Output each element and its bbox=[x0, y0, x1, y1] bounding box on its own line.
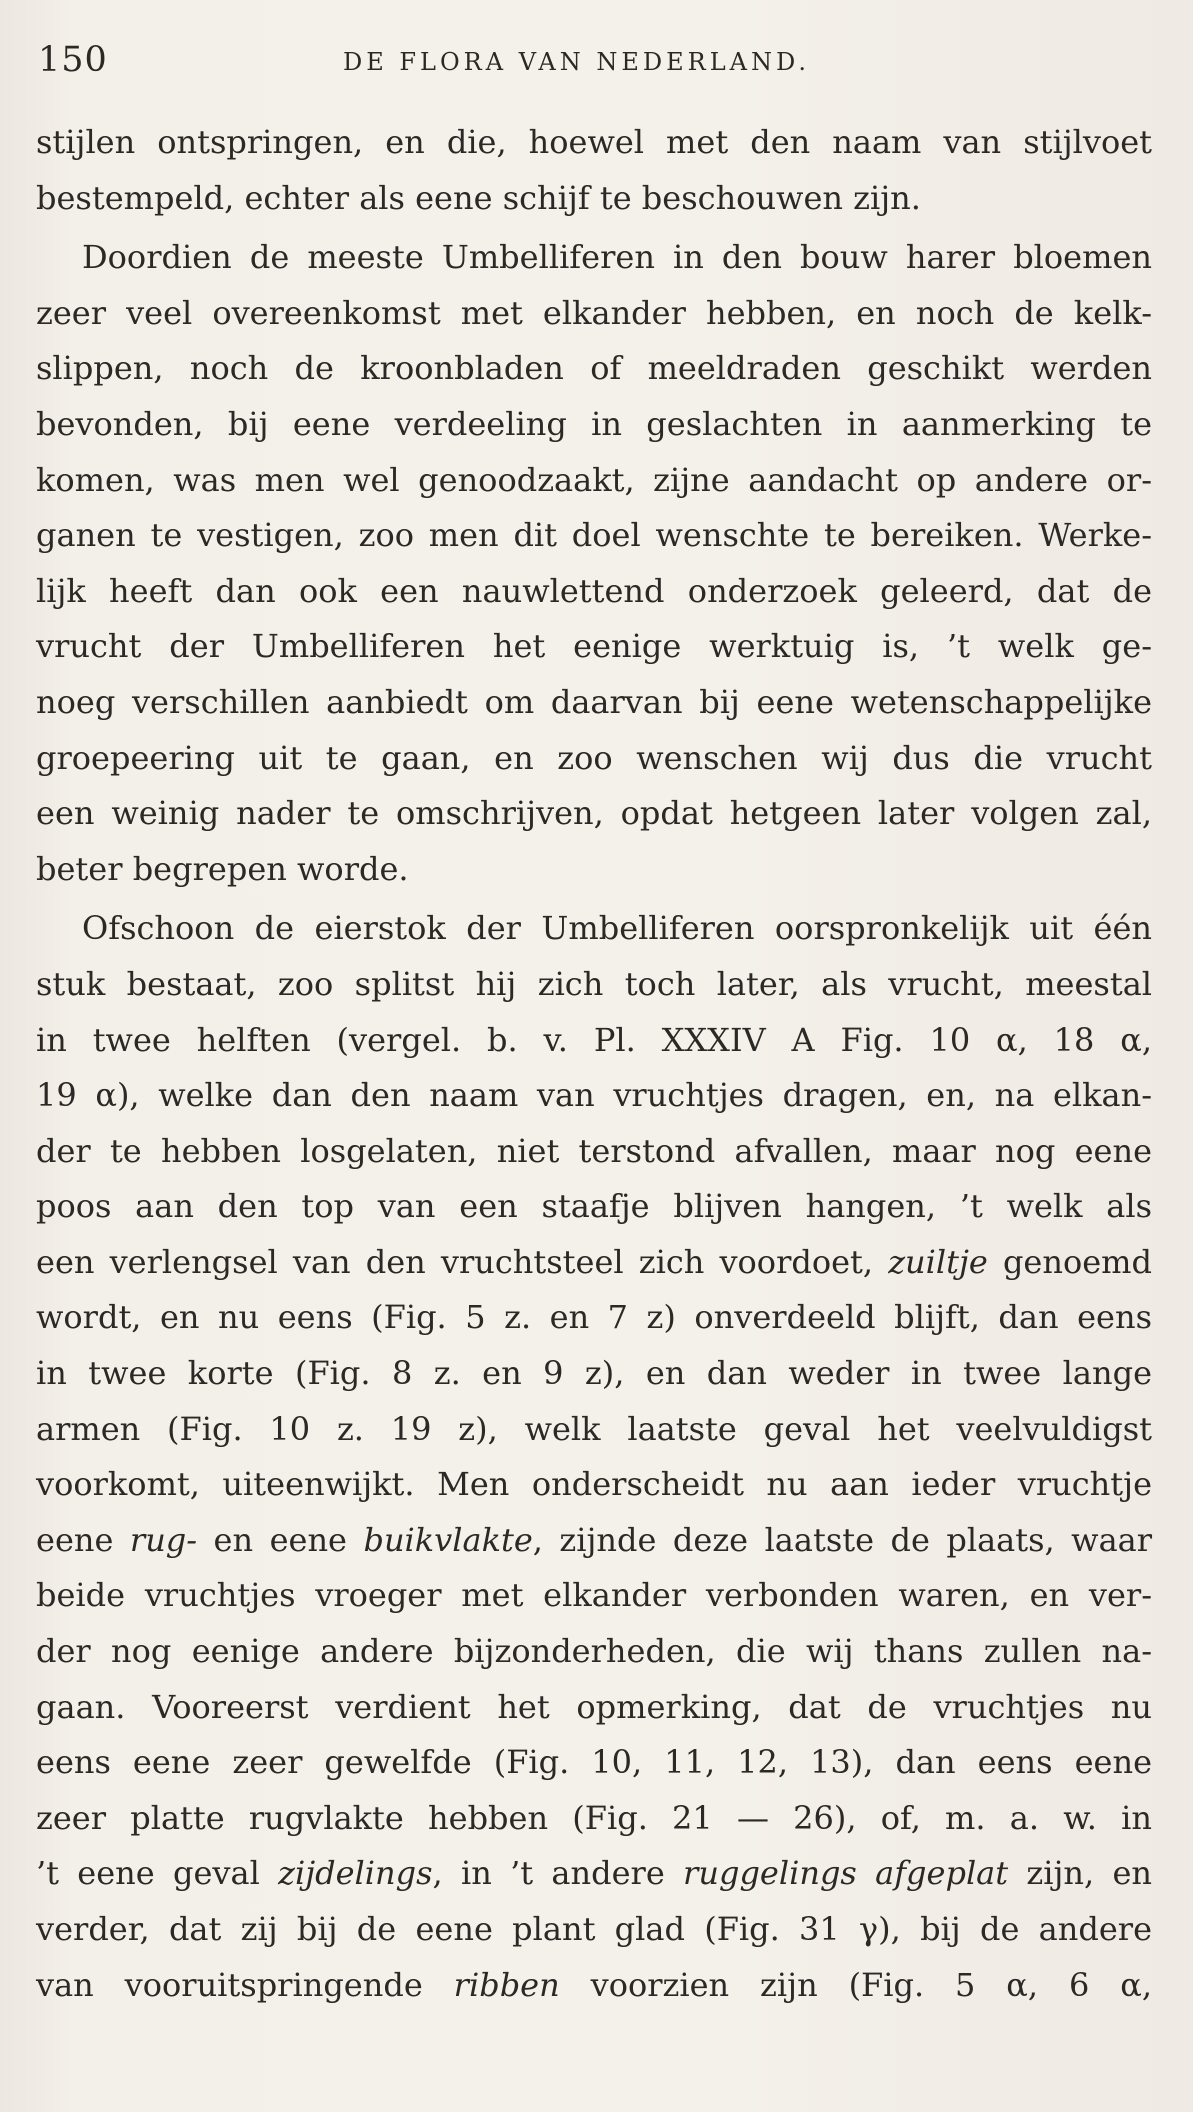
text-line: beide vruchtjes vroeger met elkander verbonden waren, en ver- bbox=[36, 1576, 1152, 1615]
text-line: beter begrepen worde. bbox=[36, 849, 409, 888]
text-line: eens eene zeer gewelfde (Fig. 10, 11, 12, 13), dan eens eene bbox=[36, 1743, 1152, 1782]
page-header bbox=[38, 38, 1158, 88]
italic-term: buikvlakte bbox=[363, 1520, 533, 1559]
text-line: stijlen ontspringen, en die, hoewel met den naam van stijlvoet bbox=[36, 123, 1152, 161]
text-segment: een verlengsel van den vruchtsteel zich voordoet, bbox=[36, 1242, 889, 1281]
italic-term: ruggelings afgeplat bbox=[683, 1854, 1009, 1893]
text-line: voorkomt, uiteenwijkt. Men onderscheidt nu aan ieder vruchtje bbox=[36, 1465, 1152, 1504]
text-line: bestempeld, echter als eene schijf te beschouwen zijn. bbox=[36, 178, 921, 217]
text-segment: van vooruitspringende bbox=[36, 1965, 454, 2004]
text-line bbox=[36, 1235, 1152, 1291]
text-line: wordt, en nu eens (Fig. 5 z. en 7 z) onverdeeld blijft, dan eens bbox=[36, 1298, 1152, 1337]
text-line bbox=[36, 1958, 1152, 2014]
text-line: verder, dat zij bij de eene plant glad (Fig. 31 γ), bij de andere bbox=[36, 1910, 1152, 1948]
text-line: stuk bestaat, zoo splitst hij zich toch later, als vrucht, meestal bbox=[36, 964, 1152, 1003]
text-line: groepeering uit te gaan, en zoo wenschen wij dus die vrucht bbox=[36, 738, 1152, 777]
italic-term: zijdelings bbox=[278, 1854, 433, 1893]
text-line: noeg verschillen aanbiedt om daarvan bij eene wetenschappelijke bbox=[36, 682, 1152, 721]
text-line: lijk heeft dan ook een nauwlettend onderzoek geleerd, dat de bbox=[36, 571, 1152, 610]
text-line: der nog eenige andere bijzonderheden, die wij thans zullen na- bbox=[36, 1632, 1152, 1671]
text-line: poos aan den top van een staafje blijven hangen, ’t welk als bbox=[36, 1187, 1152, 1226]
text-line: in twee korte (Fig. 8 z. en 9 z), en dan weder in twee lange bbox=[36, 1354, 1152, 1393]
text-line: slippen, noch de kroonbladen of meeldraden geschikt werden bbox=[36, 349, 1152, 388]
text-line bbox=[36, 1513, 1152, 1569]
text-segment: genoemd bbox=[987, 1242, 1153, 1281]
text-segment: , in ’t andere bbox=[432, 1854, 684, 1893]
text-line: ganen te vestigen, zoo men dit doel wenschte te bereiken. Werke- bbox=[36, 516, 1152, 555]
text-line: Doordien de meeste Umbelliferen in den bouw harer bloemen bbox=[82, 238, 1152, 277]
text-line: Ofschoon de eierstok der Umbelliferen oorspronkelijk uit één bbox=[82, 909, 1152, 948]
text-line: vrucht der Umbelliferen het eenige werktuig is, ’t welk ge- bbox=[36, 627, 1152, 666]
text-line: der te hebben losgelaten, niet terstond afvallen, maar nog eene bbox=[36, 1131, 1152, 1170]
text-segment: , zijnde deze laatste de plaats, waar bbox=[532, 1520, 1153, 1559]
text-segment: en eene bbox=[197, 1520, 364, 1559]
italic-term: rug- bbox=[129, 1520, 198, 1559]
text-line: een weinig nader te omschrijven, opdat hetgeen later volgen zal, bbox=[36, 794, 1152, 833]
text-line: komen, was men wel genoodzaakt, zijne aandacht op andere or- bbox=[36, 460, 1152, 499]
text-segment: ’t eene geval bbox=[36, 1854, 279, 1893]
body-text bbox=[36, 115, 1152, 2013]
paragraph bbox=[36, 115, 1152, 226]
text-line: zeer platte rugvlakte hebben (Fig. 21 — 26), of, m. a. w. in bbox=[36, 1798, 1152, 1837]
text-line: in twee helften (vergel. b. v. Pl. XXXIV A Fig. 10 α, 18 α, bbox=[36, 1020, 1152, 1059]
text-segment: eene bbox=[36, 1520, 130, 1559]
text-line: zeer veel overeenkomst met elkander hebben, en noch de kelk- bbox=[36, 293, 1152, 332]
text-line bbox=[36, 1846, 1152, 1902]
text-line: gaan. Vooreerst verdient het opmerking, dat de vruchtjes nu bbox=[36, 1687, 1152, 1726]
paragraph bbox=[36, 901, 1152, 2013]
page-number: 150 bbox=[38, 40, 108, 80]
italic-term: zuiltje bbox=[888, 1242, 988, 1281]
paragraph bbox=[36, 230, 1152, 897]
text-line: 19 α), welke dan den naam van vruchtjes dragen, en, na elkan- bbox=[36, 1076, 1152, 1115]
italic-term: ribben bbox=[453, 1965, 560, 2004]
running-title: DE FLORA VAN NEDERLAND. bbox=[343, 48, 810, 76]
text-segment: zijn, en bbox=[1008, 1854, 1153, 1893]
text-line: armen (Fig. 10 z. 19 z), welk laatste geval het veelvuldigst bbox=[36, 1409, 1152, 1448]
text-segment: voorzien zijn (Fig. 5 α, 6 α, bbox=[559, 1965, 1153, 2004]
text-line: bevonden, bij eene verdeeling in geslachten in aanmerking te bbox=[36, 404, 1152, 443]
